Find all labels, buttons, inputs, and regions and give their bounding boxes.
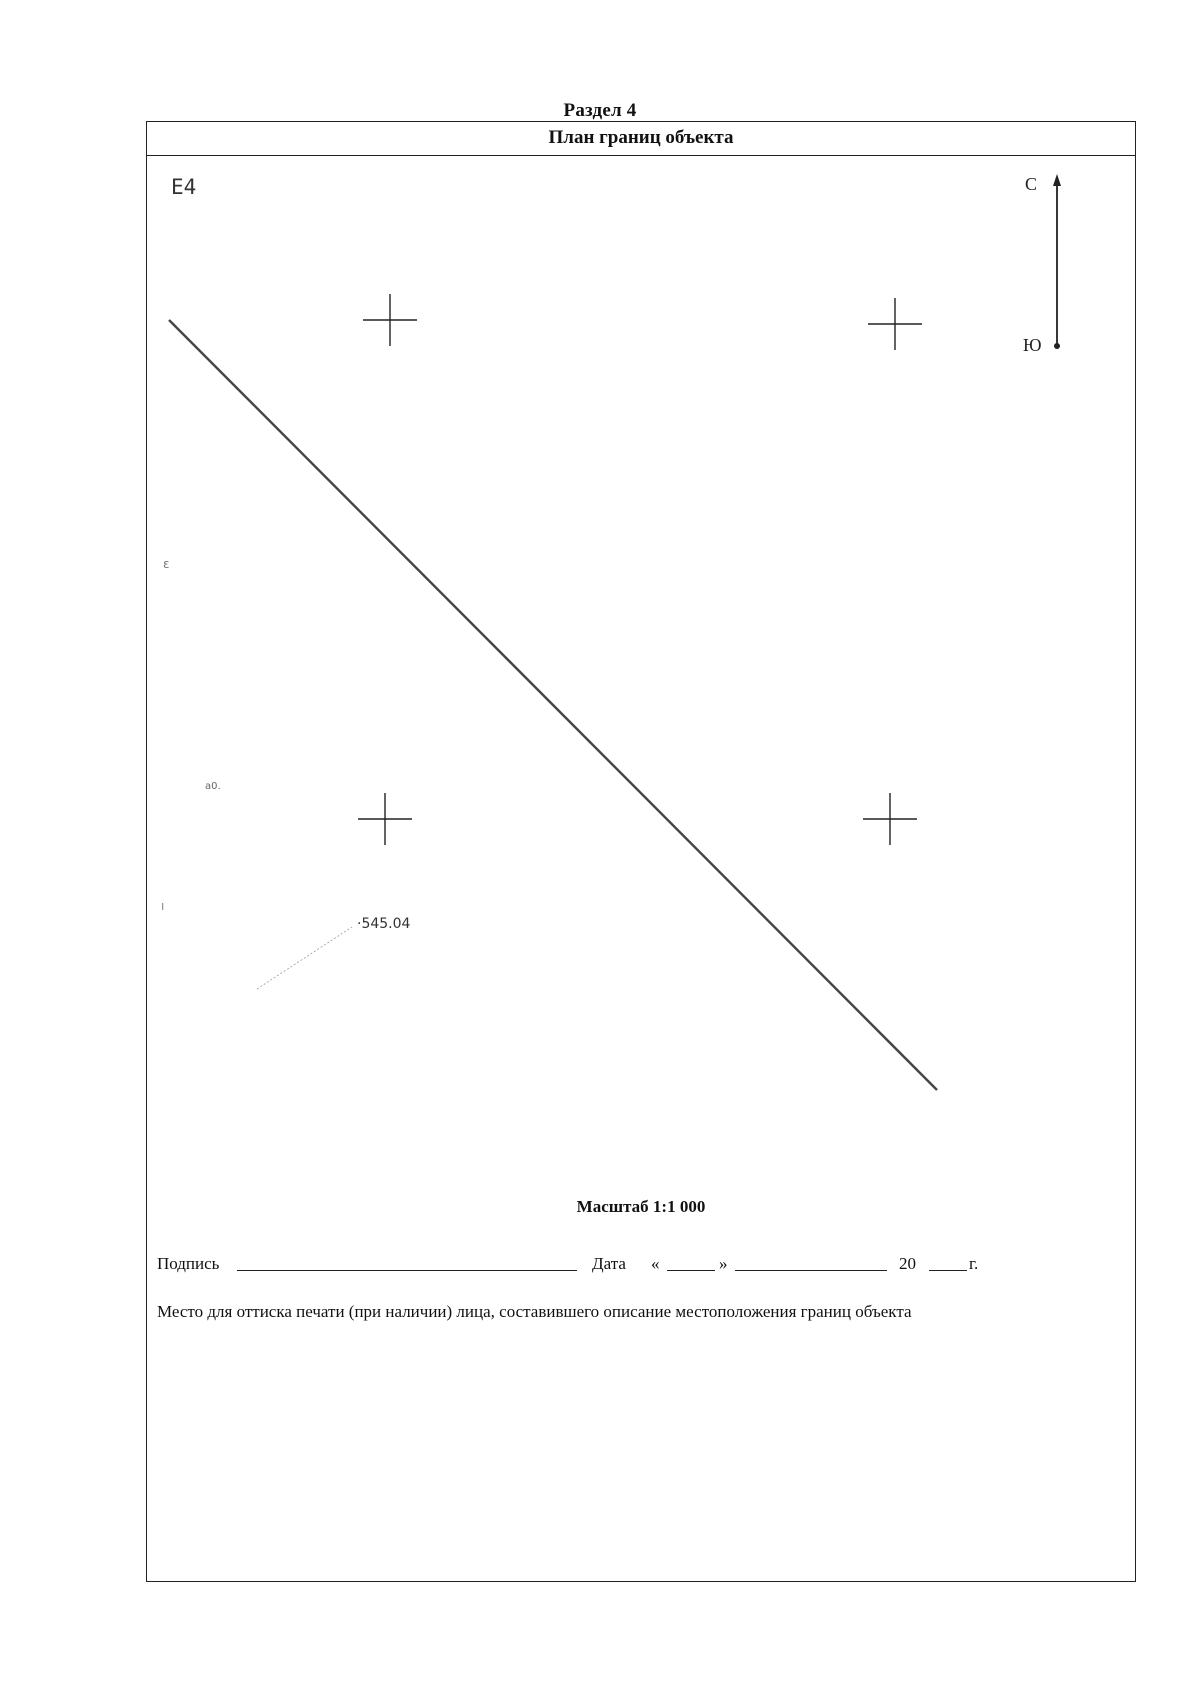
- signature-blank[interactable]: [237, 1254, 577, 1271]
- grid-cross-top-left: [363, 294, 417, 346]
- section-title: Раздел 4: [563, 100, 637, 121]
- north-arrow-icon: [1053, 174, 1061, 186]
- year-suffix: г.: [969, 1254, 979, 1273]
- tick-mark: ı: [161, 899, 165, 913]
- south-arrow-icon: [1054, 343, 1060, 349]
- boundary-line: [169, 320, 937, 1090]
- plan-frame: [146, 121, 1136, 1582]
- stamp-place-text: Место для оттиска печати (при наличии) лица, составившего описание местоположения границ объекта: [157, 1302, 912, 1321]
- scale-label: Масштаб 1:1 000: [576, 1197, 706, 1216]
- year-prefix: 20: [899, 1254, 916, 1273]
- sheet-label: Е4: [171, 175, 197, 199]
- grid-cross-bottom-left: [358, 793, 412, 845]
- plan-header: План границ объекта: [147, 122, 1135, 156]
- year-blank[interactable]: [929, 1254, 967, 1271]
- point-value-label: ·545.04: [357, 916, 411, 932]
- compass-north-label: С: [1025, 174, 1038, 194]
- date-open-quote: «: [651, 1254, 660, 1273]
- signature-label: Подпись: [157, 1254, 220, 1273]
- side-mark: ε: [163, 557, 170, 571]
- compass-south-label: Ю: [1023, 335, 1042, 355]
- grid-cross-top-right: [868, 298, 922, 350]
- date-close-quote: »: [719, 1254, 728, 1273]
- date-month-blank[interactable]: [735, 1254, 887, 1271]
- small-mark: a0.: [205, 781, 221, 792]
- point-leader-line: [257, 927, 352, 989]
- date-day-blank[interactable]: [667, 1254, 715, 1271]
- date-label: Дата: [592, 1254, 626, 1273]
- grid-cross-bottom-right: [863, 793, 917, 845]
- plan-drawing: [147, 122, 1137, 1192]
